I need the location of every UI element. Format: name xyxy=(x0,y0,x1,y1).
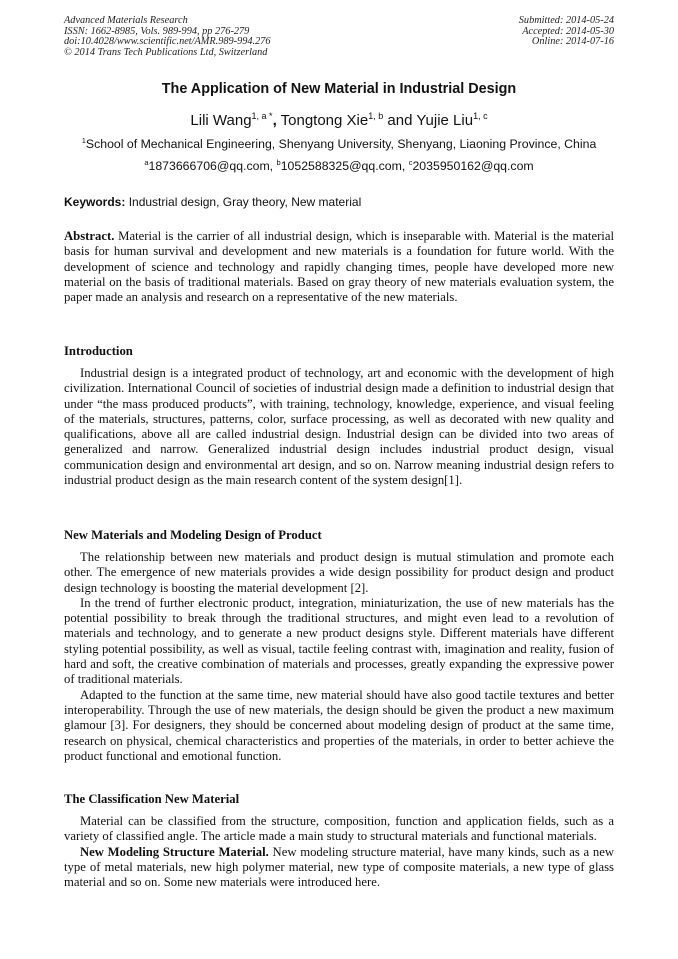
email-a: 1873666706@qq.com, xyxy=(148,159,277,173)
journal-issn: ISSN: 1662-8985, Vols. 989-994, pp 276-279 xyxy=(64,25,250,37)
author-conjunction: and xyxy=(387,112,413,129)
abstract-label: Abstract. xyxy=(64,229,115,243)
abstract xyxy=(64,229,614,305)
email-superscript: a xyxy=(144,158,149,167)
author-superscript: 1, a * xyxy=(251,111,273,121)
email-b: 1052588325@qq.com, xyxy=(280,159,409,173)
paragraph: Adapted to the function at the same time, new material should have also good tactile textures and better interoperability. Through the use of new materials, the design should be given the product a new maximum glamour [3]. For designers, they should be concerned about modeling design of product at the same time, research on physical, chemical characteristics and properties of the materials, in order to better achieve the product functional and emotional function. xyxy=(64,687,614,763)
classification-body xyxy=(64,814,614,890)
accepted-date: Accepted: 2014-05-30 xyxy=(522,25,614,37)
paper-title: The Application of New Material in Industrial Design xyxy=(161,81,517,97)
journal-info xyxy=(64,16,271,58)
journal-copyright: © 2014 Trans Tech Publications Ltd, Switzerland xyxy=(64,46,268,58)
paragraph: Material can be classified from the structure, composition, function and application fields, such as a variety of classified angle. The article made a main study to structural materials and functional materials. xyxy=(64,814,614,844)
section-heading-materials-modeling: New Materials and Modeling Design of Product xyxy=(64,528,322,542)
keywords xyxy=(64,195,361,209)
email-c: 2035950162@qq.com xyxy=(412,159,534,173)
affiliation xyxy=(0,137,678,151)
author-list: Lili Wang$^{1, a *}$, Tongtong Xie$^{1, b}$ and Yujie Liu$^{1, c}$ xyxy=(190,111,488,129)
author-superscript: 1, c xyxy=(473,111,488,121)
introduction-body xyxy=(64,366,614,488)
section-heading-introduction: Introduction xyxy=(64,344,133,358)
paragraph: Industrial design is a integrated product of technology, art and economic with the development of high civilization. International Council of societies of industrial design made a definition to industrial design that under “the mass produced products”, with training, technology, knowledge, experience, and visual feeling of the materials, structures, patterns, color, surface processing, as well as decorated with new quality and qualifications, above all are called industrial design. Industrial design can be divided into two areas of generalized and narrow. Generalized industrial design includes industrial product design, visual communication design and environmental art design, and so on. Narrow meaning industrial design refers to industrial product design as the main research content of the system design[1]. xyxy=(64,366,614,488)
submitted-date: Submitted: 2014-05-24 xyxy=(518,15,614,26)
subsection-label: New Modeling Structure Material. xyxy=(80,844,269,859)
author-name: Yujie Liu xyxy=(416,112,474,129)
author-superscript: 1, b xyxy=(368,111,384,121)
keywords-label: Keywords: xyxy=(64,195,126,209)
paragraph: The relationship between new materials and product design is mutual stimulation and promote each other. The emergence of new materials provides a wide design possibility for product design and product design technology is boosting the material development [2]. xyxy=(64,550,614,595)
author-name: Lili Wang xyxy=(190,112,252,129)
section-heading-classification: The Classification New Material xyxy=(64,792,240,806)
author-emails xyxy=(0,159,678,173)
email-superscript: c xyxy=(408,158,413,167)
paragraph xyxy=(64,845,614,891)
subsection-text: New modeling structure material, have many kinds, such as a new type of metal materials, new high polymer material, new type of composite materials, a new type of glass material and so on. Some new materials were introduced here. xyxy=(64,844,615,890)
materials-modeling-body xyxy=(64,550,614,764)
affiliation-superscript: 1 xyxy=(81,136,86,145)
email-superscript: b xyxy=(276,158,281,167)
keywords-text: Industrial design, Gray theory, New material xyxy=(125,195,362,209)
submission-dates xyxy=(519,16,614,48)
journal-doi: doi:10.4028/www.scientific.net/AMR.989-994.276 xyxy=(64,36,271,48)
online-date: Online: 2014-07-16 xyxy=(531,36,614,48)
author-name: Tongtong Xie xyxy=(280,112,369,129)
abstract-text: Material is the carrier of all industrial design, which is inseparable with. Material is the material basis for human survival and development and new materials is a foundation for future world. With the development of science and technology and rapidly changing times, people have developed more new material on the basis of traditional materials. Based on gray theory of new materials evaluation system, the paper made an analysis and research on a representative of the new materials. xyxy=(64,229,614,305)
affiliation-text: School of Mechanical Engineering, Shenyang University, Shenyang, Liaoning Province, China xyxy=(85,137,597,151)
paragraph: In the trend of further electronic product, integration, miniaturization, the use of new materials has the potential possibility to break through the traditional structures, and might even lead to a revolution of materials and technology, and to generate a new product designs style. Different materials have different styling potential possibility, as well as visual, tactile feeling contrast with, imagination and reality, fusion of hard and soft, the creative combination of materials and processes, greatly expanding the expressive power of traditional materials. xyxy=(64,595,614,687)
journal-name: Advanced Materials Research xyxy=(64,15,188,26)
